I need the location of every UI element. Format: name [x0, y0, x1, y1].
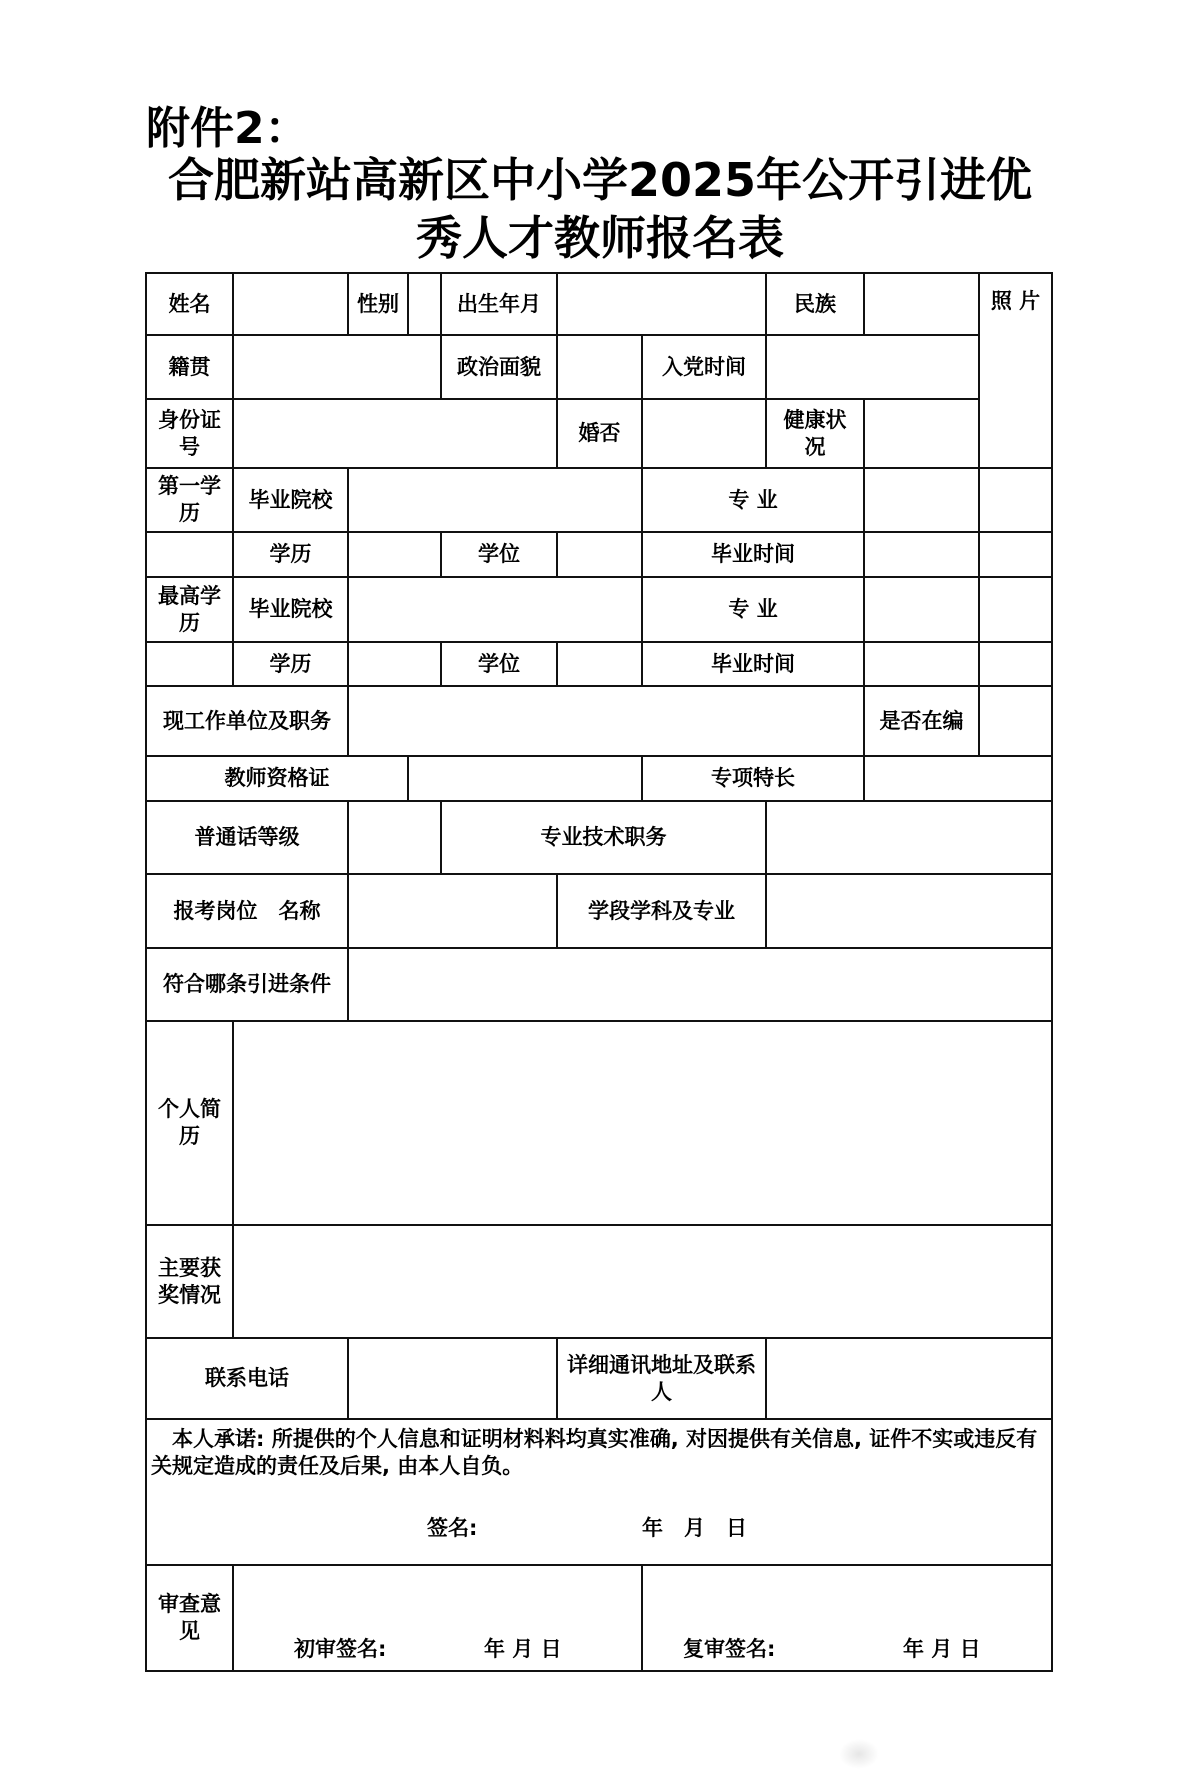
label-specialty: 专项特长: [641, 755, 865, 802]
input-degree-1[interactable]: [556, 531, 643, 578]
label-political-status: 政治面貌: [440, 334, 558, 400]
label-ethnicity: 民族: [765, 272, 865, 336]
first-review-date: 年 月 日: [484, 1637, 562, 1661]
first-review-cell[interactable]: [232, 1564, 643, 1672]
label-professional-title: 专业技术职务: [440, 800, 767, 875]
label-conditions-met: 符合哪条引进条件: [145, 947, 349, 1022]
input-mandarin-level[interactable]: [347, 800, 442, 875]
label-address-contact: 详细通讯地址及联系人: [556, 1337, 767, 1420]
signature-label: 签名:: [427, 1516, 478, 1540]
input-specialty[interactable]: [863, 755, 1053, 802]
label-graduate-time-1: 毕业时间: [641, 531, 865, 578]
input-graduate-school-2[interactable]: [347, 576, 643, 643]
input-party-join-time[interactable]: [765, 334, 980, 400]
input-extra-4[interactable]: [978, 641, 1053, 687]
label-native-place: 籍贯: [145, 334, 234, 400]
input-teacher-cert[interactable]: [407, 755, 643, 802]
input-id-number[interactable]: [232, 398, 558, 469]
input-gender[interactable]: [407, 272, 442, 336]
input-health[interactable]: [863, 398, 980, 469]
label-mandarin-level: 普通话等级: [145, 800, 349, 875]
label-awards: 主要获奖情况: [145, 1224, 234, 1339]
label-name: 姓名: [145, 272, 234, 336]
label-gender: 性别: [347, 272, 409, 336]
input-professional-title[interactable]: [765, 800, 1053, 875]
attachment-label: 附件2：: [146, 103, 309, 154]
form-title-line1: 合肥新站高新区中小学2025年公开引进优: [167, 153, 1033, 207]
second-review-date: 年 月 日: [903, 1637, 981, 1661]
label-degree-2: 学位: [440, 641, 558, 687]
input-degree-2[interactable]: [556, 641, 643, 687]
label-review: 审查意见: [145, 1564, 234, 1672]
input-education-2[interactable]: [347, 641, 442, 687]
input-birth[interactable]: [556, 272, 767, 336]
input-extra-1[interactable]: [978, 467, 1053, 533]
label-in-staff: 是否在编: [863, 685, 980, 757]
input-major-1[interactable]: [863, 467, 980, 533]
second-review-sign-label: 复审签名:: [683, 1637, 776, 1661]
input-current-employer[interactable]: [347, 685, 865, 757]
label-birth: 出生年月: [440, 272, 558, 336]
input-major-2[interactable]: [863, 576, 980, 643]
input-conditions-met[interactable]: [347, 947, 1053, 1022]
photo-box: 照 片: [978, 272, 1053, 469]
input-graduate-time-1[interactable]: [863, 531, 980, 578]
label-position-applied: 报考岗位 名称: [145, 873, 349, 949]
label-degree-1: 学位: [440, 531, 558, 578]
input-awards[interactable]: [232, 1224, 1053, 1339]
input-resume[interactable]: [232, 1020, 1053, 1226]
label-education-1: 学历: [232, 531, 349, 578]
page-corner-shadow: [839, 1739, 879, 1769]
label-teacher-cert: 教师资格证: [145, 755, 409, 802]
blank-2[interactable]: [145, 641, 234, 687]
input-in-staff[interactable]: [978, 685, 1053, 757]
label-id-number: 身份证号: [145, 398, 234, 469]
label-graduate-time-2: 毕业时间: [641, 641, 865, 687]
input-stage-subject[interactable]: [765, 873, 1053, 949]
input-political-status[interactable]: [556, 334, 643, 400]
label-health: 健康状况: [765, 398, 865, 469]
input-extra-3[interactable]: [978, 576, 1053, 643]
form-title-line2: 秀人才教师报名表: [416, 211, 784, 265]
blank-1[interactable]: [145, 531, 234, 578]
pledge-cell: [145, 1418, 1053, 1566]
label-marital: 婚否: [556, 398, 643, 469]
label-party-join-time: 入党时间: [641, 334, 767, 400]
input-graduate-time-2[interactable]: [863, 641, 980, 687]
label-education-2: 学历: [232, 641, 349, 687]
second-review-cell[interactable]: [641, 1564, 1053, 1672]
label-major-1: 专 业: [641, 467, 865, 533]
label-major-2: 专 业: [641, 576, 865, 643]
input-education-1[interactable]: [347, 531, 442, 578]
first-review-sign-label: 初审签名:: [294, 1637, 387, 1661]
input-name[interactable]: [232, 272, 349, 336]
input-phone[interactable]: [347, 1337, 558, 1420]
input-graduate-school-1[interactable]: [347, 467, 643, 533]
input-ethnicity[interactable]: [863, 272, 980, 336]
label-stage-subject: 学段学科及专业: [556, 873, 767, 949]
label-phone: 联系电话: [145, 1337, 349, 1420]
label-first-degree: 第一学历: [145, 467, 234, 533]
label-highest-degree: 最高学历: [145, 576, 234, 643]
label-graduate-school-1: 毕业院校: [232, 467, 349, 533]
input-native-place[interactable]: [232, 334, 442, 400]
pledge-text: 本人承诺: 所提供的个人信息和证明材料料均真实准确, 对因提供有关信息, 证件不实或违反有关规定造成的责任及后果, 由本人自负。: [151, 1427, 1038, 1478]
input-extra-2[interactable]: [978, 531, 1053, 578]
label-current-employer: 现工作单位及职务: [145, 685, 349, 757]
input-address-contact[interactable]: [765, 1337, 1053, 1420]
input-position-applied[interactable]: [347, 873, 558, 949]
label-resume: 个人简历: [145, 1020, 234, 1226]
signature-date: 年 月 日: [642, 1516, 747, 1540]
input-marital[interactable]: [641, 398, 767, 469]
label-graduate-school-2: 毕业院校: [232, 576, 349, 643]
